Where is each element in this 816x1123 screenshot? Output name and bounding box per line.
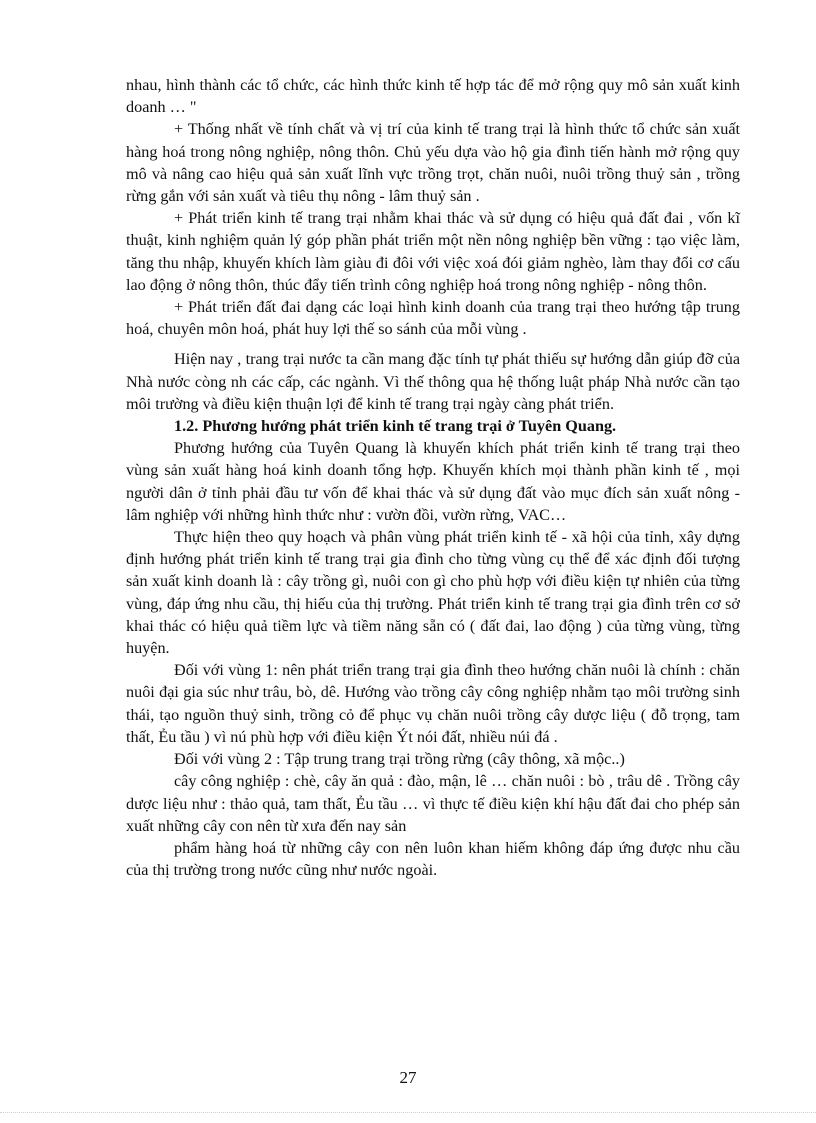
section-heading: 1.2. Phương hướng phát triển kinh tế trang trại ở Tuyên Quang. xyxy=(174,417,617,436)
paragraph-industrial-crops: cây công nghiệp : chè, cây ăn quả : đào, mận, lê … chăn nuôi : bò , trâu dê . Trồng cây dược liệu như : thảo quả, tam thất, Ẻu tầu … vì thực tế điều kiện khí hậu đất đai cho phép sản xuất những cây con nên từ xưa đến nay sản xyxy=(126,772,740,835)
spacer xyxy=(126,340,740,348)
page-bottom-divider xyxy=(0,1112,816,1113)
document-page xyxy=(126,74,740,881)
paragraph-region-1: Đối với vùng 1: nên phát triển trang trại gia đình theo hướng chăn nuôi là chính : chăn nuôi đại gia súc như trâu, bò, dê. Hướng vào trồng cây công nghiệp nhằm tạo môi trường sinh thái, tạo nguồn thuỷ sinh, trồng cỏ để phục vụ chăn nuôi trồng cây dược liệu ( đỗ trọng, tam thất, Ẻu tầu ) vì nú phù hợp với điều kiện Ýt nói đất, nhiều núi đá . xyxy=(126,661,740,746)
paragraph-direction: Phương hướng của Tuyên Quang là khuyến khích phát triển kinh tế trang trại theo vùng sản xuất hàng hoá kinh doanh tổng hợp. Khuyến khích mọi thành phần kinh tế , mọi người dân ở tỉnh phải đầu tư vốn để khai thác và sử dụng đất vào mục đích sản xuất nông - lâm nghiệp với những hình thức như : vườn đồi, vườn rừng, VAC… xyxy=(126,439,740,524)
paragraph-current-state: Hiện nay , trang trại nước ta cần mang đặc tính tự phát thiếu sự hướng dẫn giúp đỡ của Nhà nước còng nh các cấp, các ngành. Vì thế thông qua hệ thống luật pháp Nhà nước cần tạo môi trường và điều kiện thuận lợi để kinh tế trang trại ngày càng phát triển. xyxy=(126,350,740,413)
page-number: 27 xyxy=(399,1068,417,1087)
paragraph-unified-nature: + Thống nhất về tính chất và vị trí của kinh tế trang trại là hình thức tổ chức sản xuất hàng hoá trong nông nghiệp, nông thôn. Chủ yếu dựa vào hộ gia đình tiến hành mở rộng quy mô và nâng cao hiệu quả sản xuất lĩnh vực trồng trọt, chăn nuôi, nuôi trồng thuỷ sản , trồng rừng gắn với sản xuất và tiêu thụ nông - lâm thuỷ sản . xyxy=(126,120,740,206)
paragraph-continuation: nhau, hình thành các tổ chức, các hình thức kinh tế hợp tác để mở rộng quy mô sản xuất kinh doanh … " xyxy=(126,76,740,117)
paragraph-diversify: + Phát triển đất đai dạng các loại hình kinh doanh của trang trại theo hướng tập trung hoá, chuyên môn hoá, phát huy lợi thế so sánh của mỗi vùng . xyxy=(126,298,740,339)
paragraph-planning: Thực hiện theo quy hoạch và phân vùng phát triển kinh tế - xã hội của tỉnh, xây dựng định hướng phát triển kinh tế trang trại gia đình cho từng vùng cụ thể để xác định đối tượng sản xuất kinh doanh là : cây trồng gì, nuôi con gì cho phù hợp với điều kiện tự nhiên của từng vùng, đáp ứng nhu cầu, thị hiếu của thị trường. Phát triển kinh tế trang trại gia đình trên cơ sở khai thác có hiệu quả tiềm lực và tiềm năng sẵn có ( đất đai, lao động ) của từng vùng, từng huyện. xyxy=(126,528,740,658)
paragraph-commodity-scarcity: phẩm hàng hoá từ những cây con nên luôn khan hiếm không đáp ứng được nhu cầu của thị trường trong nước cũng như nước ngoài. xyxy=(126,838,740,880)
paragraph-region-2: Đối với vùng 2 : Tập trung trang trại trồng rừng (cây thông, xã mộc..) xyxy=(174,750,625,769)
paragraph-development-goal: + Phát triển kinh tế trang trại nhằm khai thác và sử dụng có hiệu quả đất đai , vốn kĩ thuật, kinh nghiệm quản lý góp phần phát triển một nền nông nghiệp bền vững : tạo việc làm, tăng thu nhập, khuyến khích làm giàu đi đôi với việc xoá đói giảm nghèo, làm thay đổi cơ cấu lao động ở nông thôn, thúc đẩy tiến trình công nghiệp hoá trong nông nghiệp - nông thôn. xyxy=(126,209,740,294)
